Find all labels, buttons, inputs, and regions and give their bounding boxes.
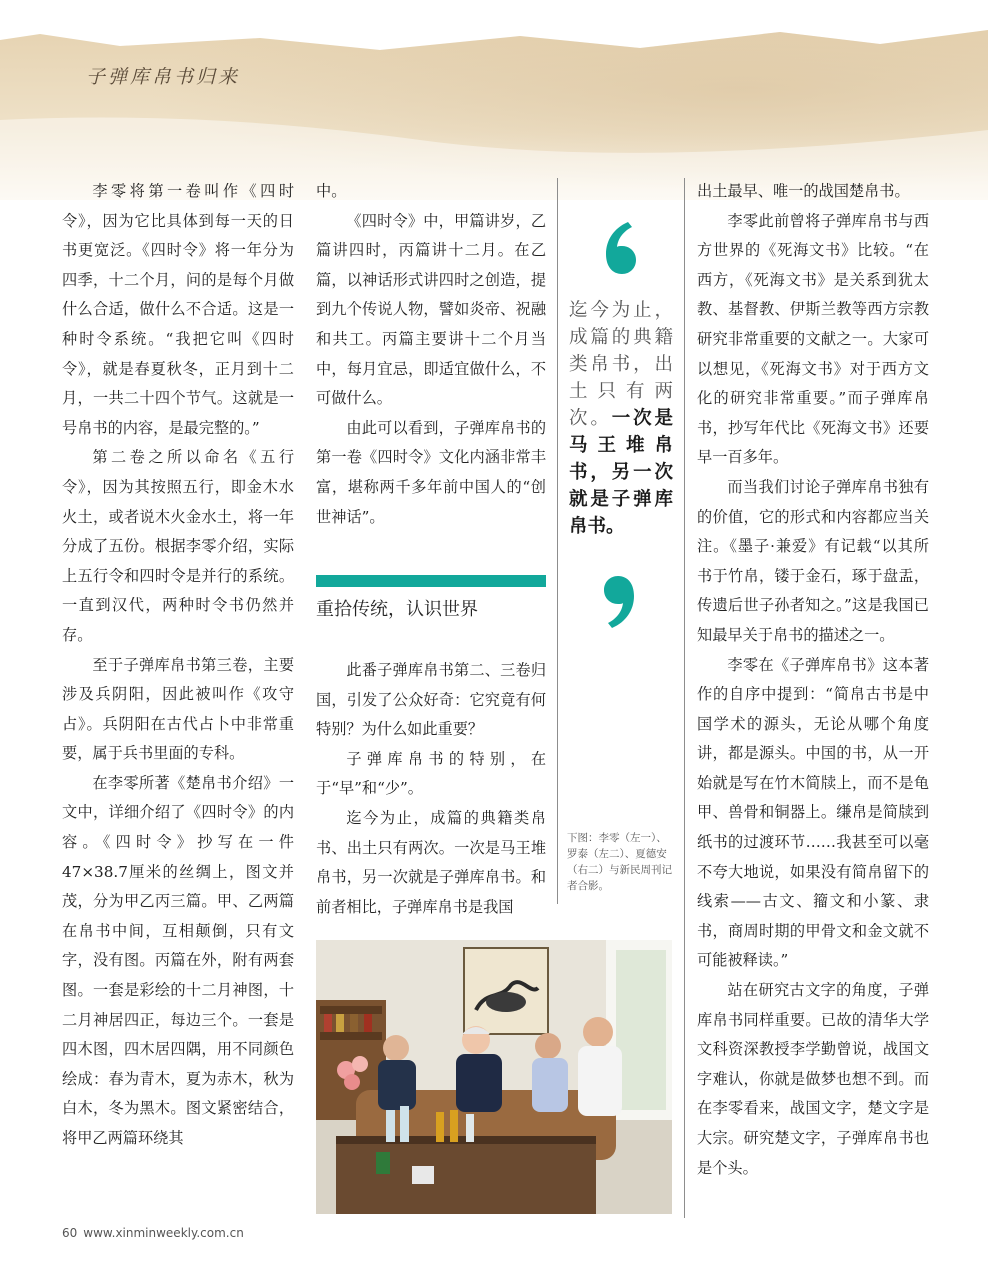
paragraph: 由此可以看到，子弹库帛书的第一卷《四时令》文化内涵非常丰富，堪称两千多年前中国人的“创世神话”。 bbox=[316, 418, 546, 526]
paragraph: 至于子弹库帛书第三卷，主要涉及兵阴阳，因此被叫作《攻守占》。兵阴阳在古代占卜中非常重要，属于兵书里面的专科。 bbox=[62, 655, 294, 763]
pull-quote-text: 迄今为止，成篇的典籍类帛书，出土只有两次。 bbox=[569, 300, 673, 429]
page-footer bbox=[62, 1226, 250, 1240]
paragraph: 在李零所著《楚帛书介绍》一文中，详细介绍了《四时令》的内容。《四时令》抄写在一件47×38.7厘米的丝绸上，图文并茂，分为甲乙丙三篇。甲、乙两篇在帛书中间，互相颠倒，只有文字，没有图。丙篇在外，附有两套图。一套是彩绘的十二月神图，十二月神居四正，每边三个。一套是四木图，四木居四隅，用不同颜色绘成：春为青木，夏为赤木，秋为白木，冬为黑木。图文紧密结合，将甲乙两篇环绕其 bbox=[62, 773, 294, 1147]
paragraph: 李零将第一卷叫作《四时令》，因为它比具体到每一天的日书更宽泛。《四时令》将一年分为四季，十二个月，问的是每个月做什么合适，做什么不合适。这是一种时令系统。“我把它叫《四时令》，就是春夏秋冬，正月到十二月，一共二十四个节气。这就是一号帛书的内容，是最完整的。” bbox=[62, 182, 294, 437]
article-column-2-continued bbox=[316, 656, 546, 922]
article-column-1 bbox=[62, 177, 294, 1154]
paragraph: 此番子弹库帛书第二、三卷归国，引发了公众好奇：它究竟有何特别？为什么如此重要？ bbox=[316, 661, 546, 739]
group-photo bbox=[316, 940, 672, 1214]
article-column-4 bbox=[697, 177, 929, 1183]
paragraph: 迄今为止，成篇的典籍类帛书、出土只有两次。一次是马王堆帛书，另一次就是子弹库帛书。和前者相比，子弹库帛书是我国 bbox=[316, 808, 546, 916]
pull-quote-emphasis: 一次是马王堆帛书，另一次就是子弹库帛书。 bbox=[569, 408, 673, 537]
paragraph: 中。 bbox=[316, 182, 347, 200]
section-divider-bar bbox=[316, 575, 546, 587]
photo-caption: 下图：李零（左一）、罗泰（左二）、夏德安（右二）与新民周刊记者合影。 bbox=[567, 832, 672, 892]
parchment-texture bbox=[0, 0, 988, 200]
column-divider bbox=[557, 178, 558, 904]
paragraph: 出土最早、唯一的战国楚帛书。 bbox=[697, 182, 910, 200]
paragraph: 李零在《子弹库帛书》这本著作的自序中提到：“简帛古书是中国学术的源头，无论从哪个角度讲，都是源头。中国的书，从一开始就是写在竹木简牍上，而不是龟甲、兽骨和铜器上。缣帛是简牍到纸书的过渡环节……我甚至可以毫不夸大地说，如果没有简帛留下的线索——古文、籀文和小篆、隶书，商周时期的甲骨文和金文就不可能被释读。” bbox=[697, 655, 929, 970]
paragraph: 李零此前曾将子弹库帛书与西方世界的《死海文书》比较。“在西方，《死海文书》是关系到犹太教、基督教、伊斯兰教等西方宗教研究非常重要的文献之一。大家可以想见，《死海文书》对于西方文化的研究非常重要。”而子弹库帛书，抄写年代比《死海文书》还要早一百多年。 bbox=[697, 211, 929, 467]
article-column-2 bbox=[316, 177, 546, 532]
close-quote-icon bbox=[598, 568, 642, 632]
open-quote-icon bbox=[598, 218, 642, 282]
paragraph: 第二卷之所以命名《五行令》，因为其按照五行，即金木水火土，或者说木火金水土，将一年分成了五份。根据李零介绍，实际上五行令和四时令是并行的系统。一直到汉代，两种时令书仍然并存。 bbox=[62, 448, 294, 644]
paragraph: 而当我们讨论子弹库帛书独有的价值，它的形式和内容都应当关注。《墨子·兼爱》有记载“以其所书于竹帛，镂于金石，琢于盘盂，传遗后世子孙者知之。”这是我国已知最早关于帛书的描述之一。 bbox=[697, 477, 929, 644]
paragraph: 子弹库帛书的特别，在于“早”和“少”。 bbox=[316, 749, 546, 798]
header-parchment-band bbox=[0, 0, 988, 200]
section-subheading: 重拾传统，认识世界 bbox=[316, 599, 478, 620]
pull-quote bbox=[569, 297, 673, 540]
paragraph: 《四时令》中，甲篇讲岁，乙篇讲四时，丙篇讲十二月。在乙篇，以神话形式讲四时之创造，提到九个传说人物，譬如炎帝、祝融和共工。丙篇主要讲十二个月当中，每月宜忌，即适宜做什么，不可做什么。 bbox=[316, 211, 546, 408]
website-url: www.xinminweekly.com.cn bbox=[83, 1226, 244, 1240]
page-number: 60 bbox=[62, 1226, 78, 1240]
column-divider bbox=[684, 178, 685, 1218]
paragraph: 站在研究古文字的角度，子弹库帛书同样重要。已故的清华大学文科资深教授李学勤曾说，战国文字难认，你就是做梦也想不到。而在李零看来，战国文字，楚文字是大宗。研究楚文字，子弹库帛书也是个头。 bbox=[697, 981, 929, 1177]
section-title: 子弹库帛书归来 bbox=[86, 66, 241, 88]
